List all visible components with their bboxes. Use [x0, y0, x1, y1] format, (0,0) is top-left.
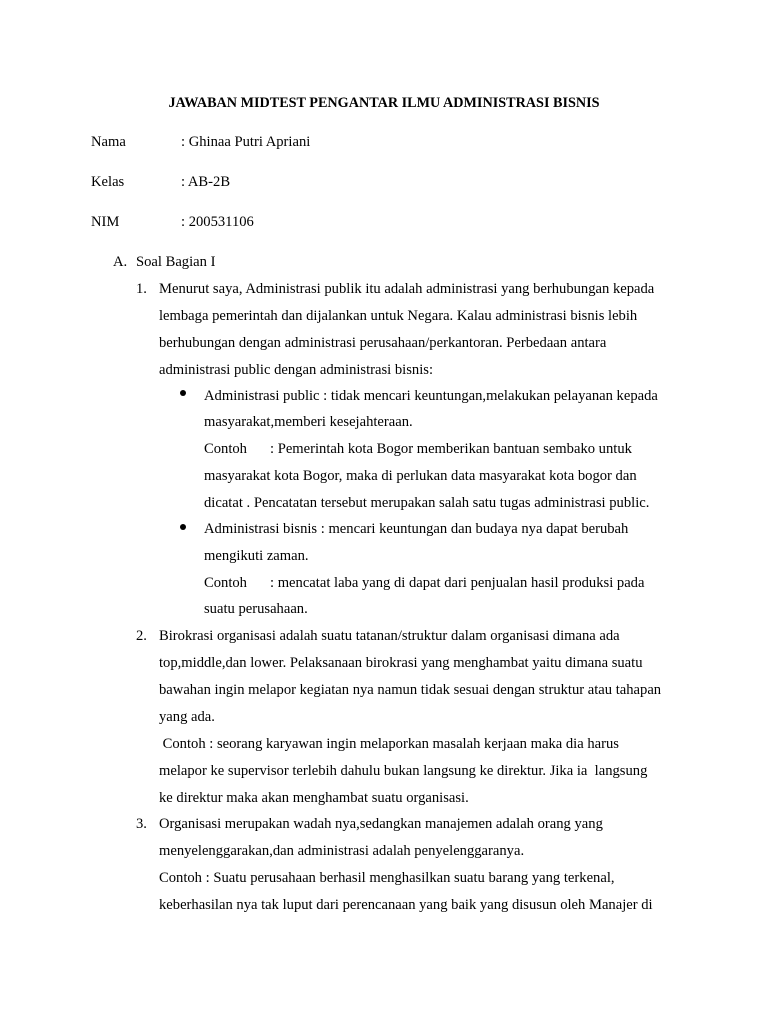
bullet1-example-line: dicatat . Pencatatan tersebut merupakan salah satu tugas administrasi public. — [204, 495, 650, 511]
class-label: Kelas — [91, 174, 125, 190]
bullet2-line: mengikuti zaman. — [204, 548, 309, 564]
name-label: Nama — [91, 134, 126, 150]
class-value: : AB-2B — [181, 174, 231, 190]
q2-line: top,middle,dan lower. Pelaksanaan birokrasi yang menghambat yaitu dimana suatu — [159, 655, 643, 671]
q2-line: Birokrasi organisasi adalah suatu tatanan/struktur dalam organisasi dimana ada — [159, 628, 620, 644]
q1-line: Menurut saya, Administrasi publik itu adalah administrasi yang berhubungan kepada — [159, 281, 655, 297]
q1-line: administrasi public dengan administrasi bisnis: — [159, 362, 434, 378]
q3-example-line: Contoh : Suatu perusahaan berhasil menghasilkan suatu barang yang terkenal, — [159, 870, 615, 886]
bullet-dot-icon — [180, 390, 186, 396]
q2-example-line: Contoh : seorang karyawan ingin melaporkan masalah kerjaan maka dia harus — [159, 736, 619, 752]
bullet2-example-label: Contoh — [204, 575, 247, 591]
q3-line: menyelenggarakan,dan administrasi adalah penyelenggaranya. — [159, 843, 525, 859]
q3-number: 3. — [136, 816, 147, 832]
q3-line: keberhasilan nya tak luput dari perencanaan yang baik yang disusun oleh Manajer di — [159, 897, 653, 913]
q3-line: Organisasi merupakan wadah nya,sedangkan manajemen adalah orang yang — [159, 816, 603, 832]
bullet2-line: Administrasi bisnis : mencari keuntungan dan budaya nya dapat berubah — [204, 521, 629, 537]
bullet2-example-line: suatu perusahaan. — [204, 601, 308, 617]
bullet-dot-icon — [180, 524, 186, 530]
section-title: Soal Bagian I — [136, 254, 216, 270]
q2-line: melapor ke supervisor terlebih dahulu bukan langsung ke direktur. Jika ia langsung — [159, 763, 648, 779]
document-title: JAWABAN MIDTEST PENGANTAR ILMU ADMINISTRASI BISNIS — [168, 95, 600, 111]
bullet1-line: Administrasi public : tidak mencari keuntungan,melakukan pelayanan kepada — [204, 388, 658, 404]
q1-line: berhubungan dengan administrasi perusahaan/perkantoran. Perbedaan antara — [159, 335, 607, 351]
name-value: : Ghinaa Putri Apriani — [181, 134, 311, 150]
bullet2-example-line: : mencatat laba yang di dapat dari penjualan hasil produksi pada — [270, 575, 645, 591]
q1-number: 1. — [136, 281, 147, 297]
q1-line: lembaga pemerintah dan dijalankan untuk Negara. Kalau administrasi bisnis lebih — [159, 308, 638, 324]
q2-line: ke direktur maka akan menghambat suatu organisasi. — [159, 790, 469, 806]
section-marker: A. — [113, 254, 128, 270]
bullet1-example-line: : Pemerintah kota Bogor memberikan bantuan sembako untuk — [270, 441, 632, 457]
nim-value: : 200531106 — [181, 214, 254, 230]
q2-line: yang ada. — [159, 709, 215, 725]
bullet1-example-label: Contoh — [204, 441, 247, 457]
q2-line: bawahan ingin melapor kegiatan nya namun tidak sesuai dengan struktur atau tahapan — [159, 682, 662, 698]
nim-label: NIM — [91, 214, 120, 230]
q2-number: 2. — [136, 628, 147, 644]
bullet1-example-line: masyarakat kota Bogor, maka di perlukan data masyarakat kota bogor dan — [204, 468, 637, 484]
bullet1-line: masyarakat,memberi kesejahteraan. — [204, 414, 413, 430]
